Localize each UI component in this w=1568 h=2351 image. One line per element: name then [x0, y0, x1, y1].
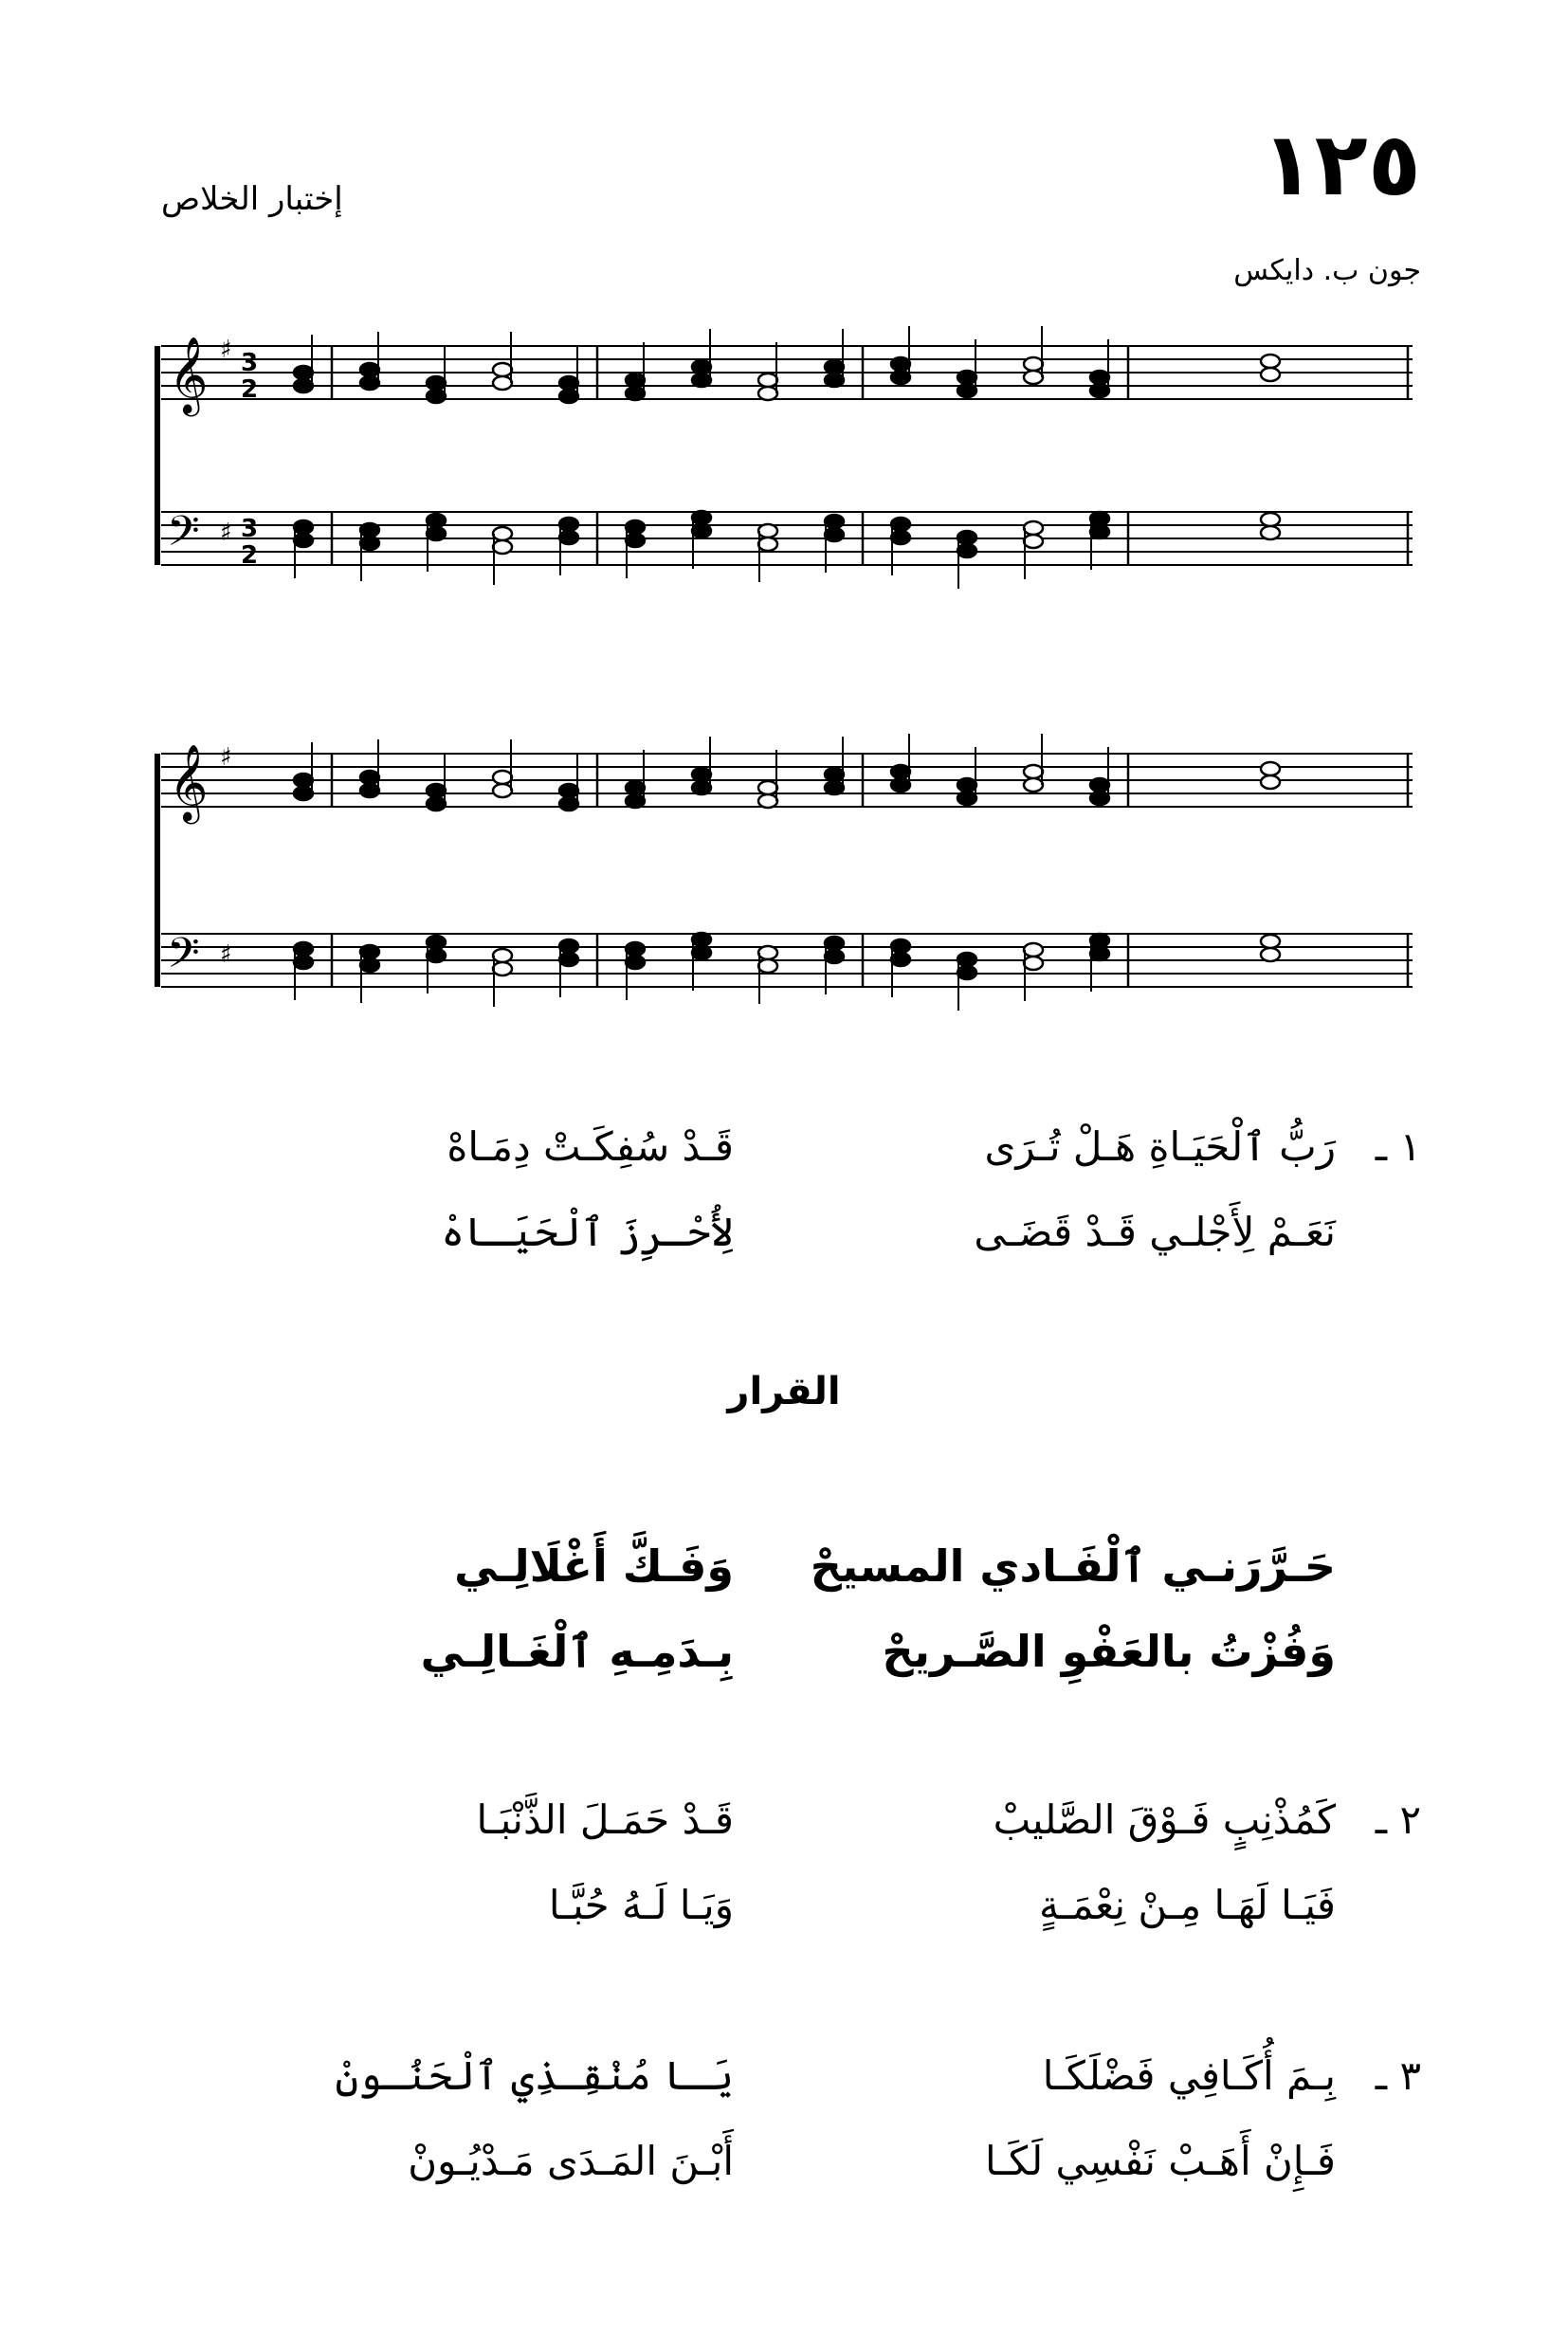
note-head: [957, 531, 976, 544]
note-head: [1261, 935, 1280, 948]
verse-hemistich: كَمُذْنِبٍ فَـوْقَ الصَّليبْ: [993, 1796, 1336, 1843]
note-head: [758, 387, 777, 400]
note-head: [957, 792, 976, 805]
verse-hemistich: فَـإِنْ أَهَـبْ نَفْسِي لَكَـا: [985, 2138, 1336, 2184]
verse-hemistich: وَيَـا لَـهُ حُبَّـا: [548, 1882, 734, 1928]
note-head: [1261, 762, 1280, 775]
note-head: [957, 953, 976, 966]
note-head: [626, 374, 645, 387]
verse-hemistich: قَـدْ سُفِكَـتْ دِمَـاهْ: [447, 1123, 734, 1170]
note-head: [427, 514, 446, 527]
note-head: [891, 371, 910, 384]
note-head: [1024, 521, 1043, 535]
note-head: [493, 771, 512, 784]
music-system-2: [142, 687, 1431, 1038]
time-signature: 2: [241, 541, 259, 570]
verse-hemistich: قَـدْ حَمَـلَ الذَّنْبَـا: [476, 1796, 734, 1843]
note-head: [427, 797, 446, 811]
refrain-line-1: [103, 1540, 1421, 1607]
time-signature: 2: [241, 375, 259, 404]
note-head: [957, 778, 976, 792]
refrain-hemistich: بِـدَمِـهِ ٱلْغَـالِـي: [420, 1626, 734, 1677]
note-head: [559, 531, 578, 544]
note-head: [493, 363, 512, 376]
sharp-icon: ♯: [220, 519, 232, 547]
note-head: [559, 797, 578, 811]
note-head: [891, 778, 910, 792]
note-head: [692, 524, 711, 538]
note-head: [1024, 943, 1043, 957]
treble-clef-icon: 𝄞: [169, 743, 209, 821]
note-head: [692, 768, 711, 781]
note-head: [427, 936, 446, 949]
note-head: [626, 794, 645, 808]
note-head: [493, 540, 512, 554]
note-head: [1261, 368, 1280, 381]
note-head: [626, 534, 645, 547]
note-head: [294, 787, 313, 800]
note-head: [1024, 957, 1043, 970]
note-head: [559, 376, 578, 390]
verse-1-line-2: [103, 1209, 1421, 1275]
verse-hemistich: يَـا مُنْقِـذِي ٱلْحَنُـونْ: [335, 2052, 734, 2099]
bass-clef-icon: 𝄢: [167, 506, 200, 566]
note-head: [758, 538, 777, 551]
note-head: [891, 531, 910, 544]
note-head: [559, 939, 578, 953]
note-head: [427, 949, 446, 962]
verse-hemistich: أَبْـنَ المَـدَى مَـدْيُـونْ: [408, 2138, 734, 2184]
note-head: [493, 784, 512, 797]
note-head: [1261, 948, 1280, 961]
note-head: [360, 523, 379, 537]
bass-clef-icon: 𝄢: [167, 928, 200, 988]
verse-hemistich: نَعَـمْ لِأَجْلـي قَـدْ قَضَـى: [974, 1209, 1336, 1255]
note-head: [891, 939, 910, 953]
note-head: [1024, 535, 1043, 548]
note-head: [957, 966, 976, 979]
verse-3-line-1: [103, 2052, 1421, 2119]
note-head: [360, 363, 379, 376]
note-head: [493, 376, 512, 390]
note-head: [1090, 525, 1109, 538]
note-head: [1261, 526, 1280, 539]
note-head: [891, 357, 910, 371]
note-head: [758, 959, 777, 973]
note-head: [891, 953, 910, 966]
verse-number: ٣ ـ: [1375, 2052, 1421, 2099]
note-head: [1024, 357, 1043, 371]
verse-hemistich: فَيَـا لَهَـا مِـنْ نِعْمَـةٍ: [1039, 1882, 1336, 1928]
refrain-title: القرار: [727, 1370, 841, 1413]
refrain-line-2: [103, 1626, 1421, 1692]
note-head: [1090, 792, 1109, 805]
note-head: [692, 511, 711, 524]
note-head: [294, 534, 313, 547]
note-head: [1261, 775, 1280, 789]
sharp-icon: ♯: [220, 940, 232, 969]
note-head: [825, 515, 844, 528]
refrain-hemistich: وَفُزْتُ بالعَفْوِ الصَّـريحْ: [882, 1626, 1336, 1677]
verse-2-line-1: [103, 1796, 1421, 1863]
note-head: [294, 942, 313, 956]
composer-credit: جون ب. دايكس: [1233, 254, 1421, 287]
note-head: [360, 376, 379, 390]
note-head: [825, 360, 844, 374]
note-head: [626, 387, 645, 400]
note-head: [825, 768, 844, 781]
verse-hemistich: بِـمَ أُكَـافِي فَضْلَكَـا: [1042, 2052, 1336, 2099]
note-head: [957, 544, 976, 557]
note-head: [1090, 384, 1109, 397]
note-head: [626, 520, 645, 534]
note-head: [1261, 513, 1280, 526]
note-head: [559, 784, 578, 797]
note-head: [626, 956, 645, 969]
sharp-icon: ♯: [220, 743, 232, 772]
note-head: [1090, 947, 1109, 960]
note-head: [493, 949, 512, 962]
note-head: [294, 520, 313, 534]
note-head: [692, 360, 711, 374]
note-head: [1024, 371, 1043, 384]
note-head: [559, 518, 578, 531]
note-head: [360, 958, 379, 972]
note-head: [692, 781, 711, 794]
verse-number: ٢ ـ: [1375, 1796, 1421, 1843]
verse-hemistich: رَبُّ ٱلْحَيَـاةِ هَـلْ تُـرَى: [984, 1123, 1336, 1170]
note-head: [825, 374, 844, 387]
note-head: [294, 774, 313, 787]
note-head: [493, 527, 512, 540]
note-head: [692, 946, 711, 959]
note-head: [891, 518, 910, 531]
note-head: [493, 962, 512, 975]
note-head: [360, 771, 379, 784]
note-head: [1024, 765, 1043, 778]
note-head: [692, 933, 711, 946]
note-head: [294, 366, 313, 379]
note-head: [1090, 512, 1109, 525]
note-head: [360, 945, 379, 958]
treble-clef-icon: 𝄞: [169, 336, 209, 413]
note-head: [825, 781, 844, 794]
hymn-number: ١٢٥: [1261, 114, 1421, 215]
note-head: [294, 379, 313, 392]
note-head: [360, 784, 379, 797]
note-head: [758, 781, 777, 794]
time-signature: 3: [241, 349, 259, 377]
hymn-title: إختبار الخلاص: [161, 180, 343, 218]
note-head: [559, 953, 578, 966]
note-head: [758, 524, 777, 538]
note-head: [626, 781, 645, 794]
refrain-hemistich: حَـرَّرَنـي ٱلْفَـادي المسيحْ: [810, 1540, 1336, 1592]
note-head: [626, 942, 645, 956]
verse-number: ١ ـ: [1375, 1123, 1421, 1170]
note-head: [427, 784, 446, 797]
verse-2-line-2: [103, 1882, 1421, 1948]
note-head: [427, 527, 446, 540]
note-head: [360, 537, 379, 550]
music-system-1: [142, 313, 1431, 616]
note-head: [758, 946, 777, 959]
note-head: [957, 371, 976, 384]
note-head: [1024, 778, 1043, 792]
refrain-hemistich: وَفَـكَّ أَغْلَالِـي: [454, 1540, 734, 1592]
note-head: [1090, 778, 1109, 792]
note-head: [1090, 371, 1109, 384]
note-head: [825, 937, 844, 950]
note-head: [559, 390, 578, 403]
note-head: [1090, 934, 1109, 947]
note-head: [427, 376, 446, 390]
note-head: [427, 390, 446, 403]
note-head: [692, 374, 711, 387]
time-signature: 3: [241, 515, 259, 543]
note-head: [891, 765, 910, 778]
note-head: [1261, 355, 1280, 368]
verse-hemistich: لِأُحْـرِزَ ٱلْحَيَـاهْ: [441, 1209, 734, 1255]
note-head: [825, 950, 844, 963]
note-head: [957, 384, 976, 397]
note-head: [758, 374, 777, 387]
verse-1-line-1: [103, 1123, 1421, 1190]
note-head: [758, 794, 777, 808]
note-head: [825, 528, 844, 541]
note-head: [294, 956, 313, 969]
verse-3-line-2: [103, 2138, 1421, 2204]
sharp-icon: ♯: [220, 336, 232, 364]
